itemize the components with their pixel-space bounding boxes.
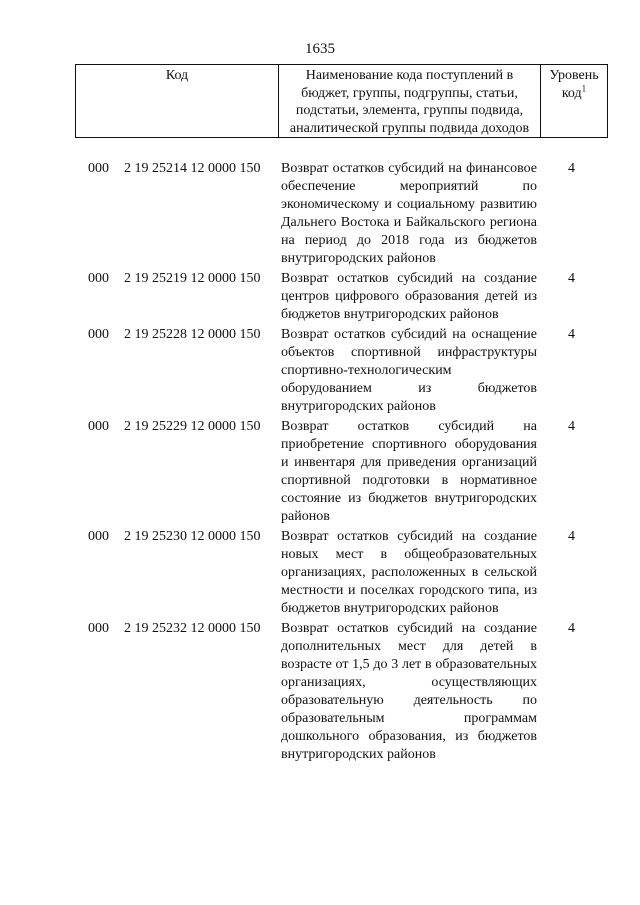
page-number: 1635 xyxy=(305,41,335,57)
row-budget-code: 2 19 25232 12 0000 150 xyxy=(124,621,261,636)
row-admin-code: 000 xyxy=(88,529,109,544)
row-admin-code: 000 xyxy=(88,419,109,434)
header-level-footnote: 1 xyxy=(581,82,587,93)
table-row xyxy=(0,160,640,268)
row-admin-code: 000 xyxy=(88,161,109,176)
table-header xyxy=(75,64,608,138)
header-code: Код xyxy=(76,65,279,137)
row-name: Возврат остатков субсидий на создание дополнительных мест для детей в возрасте от 1,5 до 3 лет в образовательных организациях, осуществляющих образовательную деятельность по образовательным программам дошкольного образования, из бюджетов внутригородских районов xyxy=(281,621,537,762)
row-name: Возврат остатков субсидий на приобретение спортивного оборудования и инвентаря для приведения организаций спортивной подготовки в нормативное состояние из бюджетов внутригородских районов xyxy=(281,419,537,524)
row-name: Возврат остатков субсидий на создание новых мест в общеобразовательных организациях, расположенных в сельской местности и поселках городского типа, из бюджетов внутригородских районов xyxy=(281,529,537,616)
table-row xyxy=(0,528,640,618)
row-budget-code: 2 19 25228 12 0000 150 xyxy=(124,327,261,342)
table-row xyxy=(0,270,640,324)
row-budget-code: 2 19 25214 12 0000 150 xyxy=(124,161,261,176)
row-budget-code: 2 19 25229 12 0000 150 xyxy=(124,419,261,434)
row-level: 4 xyxy=(568,161,575,176)
row-budget-code: 2 19 25230 12 0000 150 xyxy=(124,529,261,544)
table-row xyxy=(0,326,640,416)
row-level: 4 xyxy=(568,529,575,544)
table-body xyxy=(0,160,640,764)
header-name: Наименование кода поступлений в бюджет, группы, подгруппы, статьи, подстатьи, элемента, группы подвида, аналитической группы подвида доходов xyxy=(279,65,541,137)
row-level: 4 xyxy=(568,621,575,636)
table-row xyxy=(0,418,640,526)
row-budget-code: 2 19 25219 12 0000 150 xyxy=(124,271,261,286)
table-row xyxy=(0,620,640,764)
row-admin-code: 000 xyxy=(88,327,109,342)
row-level: 4 xyxy=(568,419,575,434)
row-name: Возврат остатков субсидий на создание центров цифрового образования детей из бюджетов внутригородских районов xyxy=(281,271,537,322)
row-admin-code: 000 xyxy=(88,621,109,636)
row-level: 4 xyxy=(568,271,575,286)
row-level: 4 xyxy=(568,327,575,342)
row-name: Возврат остатков субсидий на финансовое обеспечение мероприятий по экономическому и социальному развитию Дальнего Востока и Байкальского региона на период до 2018 года из бюджетов внутригородских районов xyxy=(281,161,537,266)
header-level xyxy=(541,65,607,137)
header-level-text: Уровень код xyxy=(549,68,599,101)
row-admin-code: 000 xyxy=(88,271,109,286)
row-name: Возврат остатков субсидий на оснащение объектов спортивной инфраструктуры спортивно-технологическим оборудованием из бюджетов внутригородских районов xyxy=(281,327,537,414)
